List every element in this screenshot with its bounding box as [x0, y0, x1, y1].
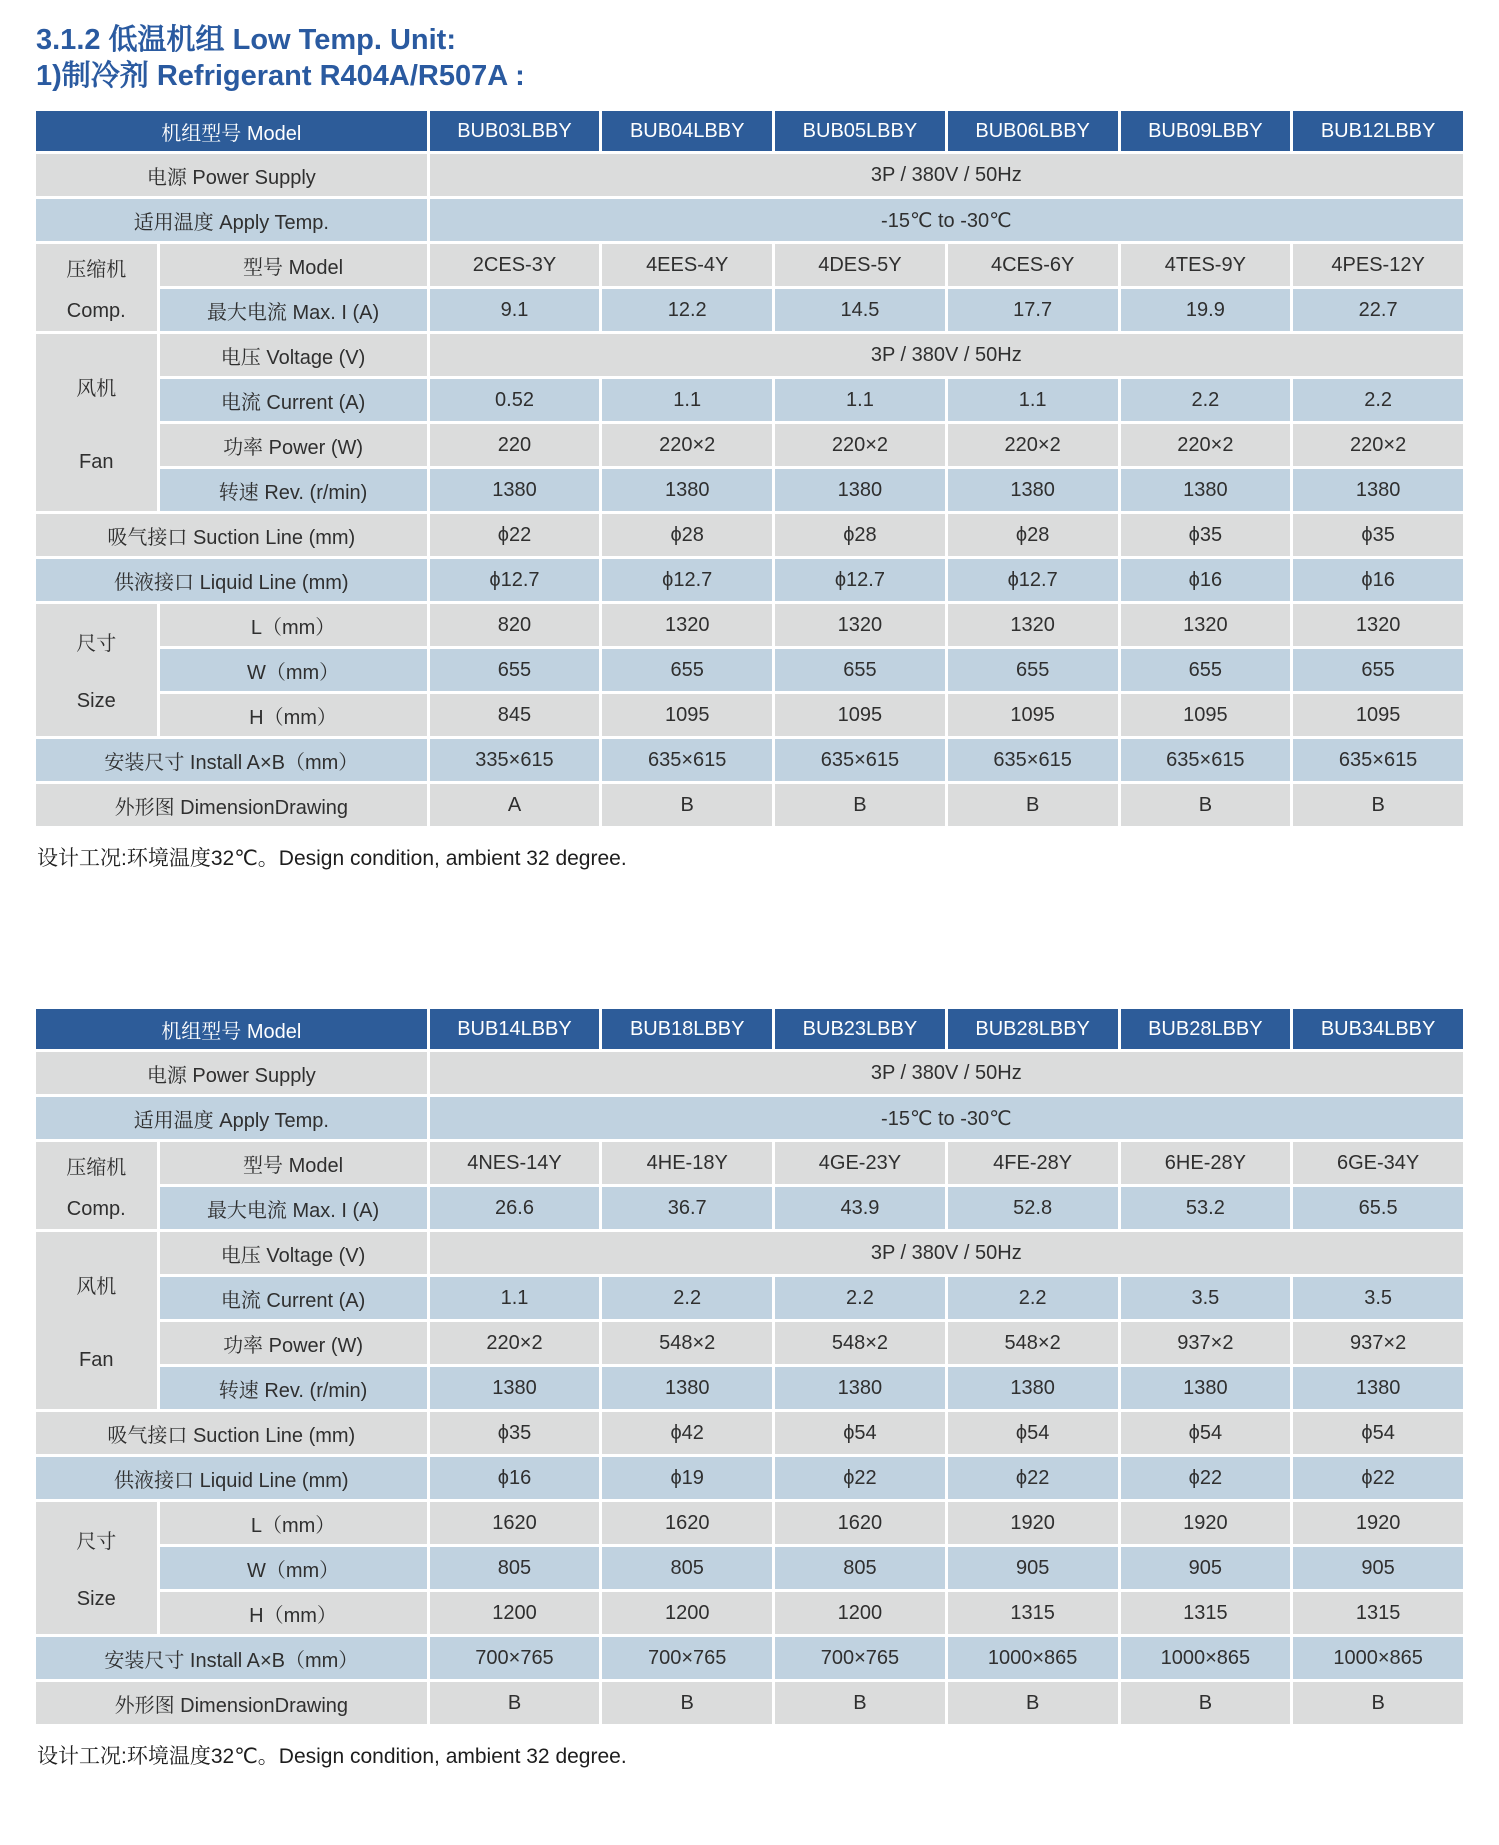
spec-value: 1320: [948, 604, 1118, 646]
spec-row: [36, 1097, 1463, 1139]
spec-row: [36, 1277, 1463, 1319]
row-label: H（mm）: [160, 1592, 427, 1634]
spec-value: 4GE-23Y: [775, 1142, 945, 1184]
spec-value: 220×2: [775, 424, 945, 466]
spec-value: 1380: [602, 469, 772, 511]
table-header-row: [36, 1009, 1463, 1049]
spec-value: 1620: [775, 1502, 945, 1544]
spec-value: 22.7: [1293, 289, 1463, 331]
spec-row: [36, 379, 1463, 421]
spec-row: [36, 1322, 1463, 1364]
spec-value: 1.1: [948, 379, 1118, 421]
spec-value: 805: [602, 1547, 772, 1589]
spec-value-merged: 3P / 380V / 50Hz: [430, 154, 1463, 196]
row-group-label-en: Comp.: [66, 1197, 126, 1220]
spec-row: [36, 784, 1463, 826]
spec-value: 4HE-18Y: [602, 1142, 772, 1184]
spec-value: 4NES-14Y: [430, 1142, 600, 1184]
row-group-label-text: [36, 1525, 157, 1611]
spec-value: 1380: [1293, 469, 1463, 511]
spec-value-merged: -15℃ to -30℃: [430, 199, 1463, 241]
spec-value-merged: 3P / 380V / 50Hz: [430, 334, 1463, 376]
spec-value: 220×2: [948, 424, 1118, 466]
spec-value: ϕ54: [948, 1412, 1118, 1454]
spec-value: 1380: [948, 1367, 1118, 1409]
spec-value: 655: [1121, 649, 1291, 691]
spec-value: ϕ35: [430, 1412, 600, 1454]
spec-row: [36, 199, 1463, 241]
spec-value: A: [430, 784, 600, 826]
row-group-label-zh: 压缩机: [66, 1156, 127, 1179]
spec-value: 220: [430, 424, 600, 466]
spec-value: 655: [602, 649, 772, 691]
row-label: 电压 Voltage (V): [160, 334, 427, 376]
model-column-header: BUB34LBBY: [1293, 1009, 1463, 1049]
spec-value: ϕ35: [1121, 514, 1291, 556]
spec-value: 1320: [1121, 604, 1291, 646]
spec-value: 43.9: [775, 1187, 945, 1229]
spec-value: ϕ12.7: [775, 559, 945, 601]
spec-value: 65.5: [1293, 1187, 1463, 1229]
spec-row: [36, 1547, 1463, 1589]
model-column-header: BUB05LBBY: [775, 111, 945, 151]
spec-value: 1380: [430, 1367, 600, 1409]
spec-value: B: [430, 1682, 600, 1724]
spec-row: [36, 1412, 1463, 1454]
spec-value: 14.5: [775, 289, 945, 331]
spec-value: 548×2: [775, 1322, 945, 1364]
model-column-header: BUB28LBBY: [948, 1009, 1118, 1049]
row-label: 适用温度 Apply Temp.: [36, 199, 427, 241]
spec-value: 3.5: [1121, 1277, 1291, 1319]
row-label: 吸气接口 Suction Line (mm): [36, 514, 427, 556]
spec-value: B: [1293, 784, 1463, 826]
spec-value: 700×765: [775, 1637, 945, 1679]
spec-value: ϕ54: [775, 1412, 945, 1454]
row-group-label-text: [36, 1151, 157, 1221]
spec-value: B: [1293, 1682, 1463, 1724]
spec-value: 905: [1293, 1547, 1463, 1589]
spec-row: [36, 1457, 1463, 1499]
row-label: 供液接口 Liquid Line (mm): [36, 1457, 427, 1499]
row-label: W（mm）: [160, 649, 427, 691]
spec-value: 1200: [430, 1592, 600, 1634]
spec-value: 220×2: [430, 1322, 600, 1364]
model-column-header: BUB06LBBY: [948, 111, 1118, 151]
spec-value: 655: [948, 649, 1118, 691]
row-label: L（mm）: [160, 1502, 427, 1544]
spec-value: 53.2: [1121, 1187, 1291, 1229]
design-condition-note-2: 设计工况:环境温度32℃。Design condition, ambient 32 degree.: [37, 1745, 627, 1768]
spec-value: ϕ22: [948, 1457, 1118, 1499]
row-label: 电流 Current (A): [160, 379, 427, 421]
spec-value: B: [602, 1682, 772, 1724]
row-label: 外形图 DimensionDrawing: [36, 784, 427, 826]
row-label: H（mm）: [160, 694, 427, 736]
spec-value: 220×2: [1121, 424, 1291, 466]
row-label: 供液接口 Liquid Line (mm): [36, 559, 427, 601]
spec-row: [36, 1592, 1463, 1634]
model-column-header: BUB12LBBY: [1293, 111, 1463, 151]
spec-section-1: [36, 108, 1463, 873]
spec-row: [36, 244, 1463, 286]
spec-value: 2.2: [1121, 379, 1291, 421]
row-label: 型号 Model: [160, 1142, 427, 1184]
model-column-header: BUB14LBBY: [430, 1009, 600, 1049]
spec-value: ϕ42: [602, 1412, 772, 1454]
spec-value: ϕ35: [1293, 514, 1463, 556]
spec-value: ϕ16: [1293, 559, 1463, 601]
spec-row: [36, 1682, 1463, 1724]
row-group-label: [36, 334, 157, 511]
model-column-header: BUB09LBBY: [1121, 111, 1291, 151]
row-label: 转速 Rev. (r/min): [160, 469, 427, 511]
row-label: 安装尺寸 Install A×B（mm）: [36, 1637, 427, 1679]
spec-value-merged: 3P / 380V / 50Hz: [430, 1232, 1463, 1274]
spec-value: 635×615: [1293, 739, 1463, 781]
spec-value: 19.9: [1121, 289, 1291, 331]
spec-value: 700×765: [602, 1637, 772, 1679]
spec-value: 655: [430, 649, 600, 691]
section-title: 3.1.2 低温机组 Low Temp. Unit:: [36, 24, 456, 56]
spec-value: 2.2: [948, 1277, 1118, 1319]
row-label: L（mm）: [160, 604, 427, 646]
spec-value: ϕ28: [602, 514, 772, 556]
spec-value: 1380: [775, 1367, 945, 1409]
row-group-label-zh: 压缩机: [66, 258, 127, 281]
spec-value: 2.2: [602, 1277, 772, 1319]
spec-value: 1380: [1293, 1367, 1463, 1409]
spec-value: 1000×865: [1293, 1637, 1463, 1679]
spec-row: [36, 1502, 1463, 1544]
row-group-label-zh: 尺寸: [76, 633, 117, 655]
spec-section-2: [36, 1006, 1463, 1771]
spec-value: 12.2: [602, 289, 772, 331]
row-group-label-en: Size: [76, 690, 116, 712]
row-group-label-text: [36, 1270, 157, 1372]
spec-value: 1380: [1121, 469, 1291, 511]
spec-value: B: [1121, 784, 1291, 826]
spec-value: 6GE-34Y: [1293, 1142, 1463, 1184]
spec-value: 805: [430, 1547, 600, 1589]
spec-value: B: [775, 1682, 945, 1724]
spec-value: 937×2: [1121, 1322, 1291, 1364]
spec-value: 1095: [602, 694, 772, 736]
row-group-label-zh: 尺寸: [76, 1531, 117, 1553]
spec-value: 820: [430, 604, 600, 646]
spec-value: ϕ22: [430, 514, 600, 556]
row-label: 功率 Power (W): [160, 424, 427, 466]
spec-value: ϕ12.7: [948, 559, 1118, 601]
spec-value: 17.7: [948, 289, 1118, 331]
spec-value: 335×615: [430, 739, 600, 781]
row-group-label-en: Size: [76, 1588, 116, 1610]
spec-value: 1920: [948, 1502, 1118, 1544]
spec-value: ϕ28: [775, 514, 945, 556]
spec-value: 1320: [602, 604, 772, 646]
spec-value: 26.6: [430, 1187, 600, 1229]
spec-value: 1380: [948, 469, 1118, 511]
spec-value: 1.1: [775, 379, 945, 421]
row-group-label: [36, 1502, 157, 1634]
table-header-label: 机组型号 Model: [36, 111, 427, 151]
spec-value-merged: -15℃ to -30℃: [430, 1097, 1463, 1139]
model-column-header: BUB18LBBY: [602, 1009, 772, 1049]
spec-value: ϕ19: [602, 1457, 772, 1499]
spec-value: 805: [775, 1547, 945, 1589]
row-label: 安装尺寸 Install A×B（mm）: [36, 739, 427, 781]
spec-value: 4TES-9Y: [1121, 244, 1291, 286]
spec-value: 3.5: [1293, 1277, 1463, 1319]
spec-value: 6HE-28Y: [1121, 1142, 1291, 1184]
spec-row: [36, 739, 1463, 781]
spec-value: 635×615: [1121, 739, 1291, 781]
spec-value: 1095: [1293, 694, 1463, 736]
spec-value: 1200: [602, 1592, 772, 1634]
spec-value: 1000×865: [1121, 1637, 1291, 1679]
spec-value: ϕ22: [775, 1457, 945, 1499]
row-label: 最大电流 Max. I (A): [160, 289, 427, 331]
row-group-label-text: [36, 372, 157, 474]
row-label: 电流 Current (A): [160, 1277, 427, 1319]
spec-value: 1620: [430, 1502, 600, 1544]
spec-row: [36, 1142, 1463, 1184]
spec-value: 1.1: [430, 1277, 600, 1319]
row-label: 电压 Voltage (V): [160, 1232, 427, 1274]
spec-value: 700×765: [430, 1637, 600, 1679]
spec-row: [36, 154, 1463, 196]
spec-row: [36, 334, 1463, 376]
row-label: 电源 Power Supply: [36, 154, 427, 196]
spec-value: 4PES-12Y: [1293, 244, 1463, 286]
spec-value: 2.2: [1293, 379, 1463, 421]
spec-value: ϕ12.7: [602, 559, 772, 601]
model-column-header: BUB04LBBY: [602, 111, 772, 151]
spec-value: ϕ16: [430, 1457, 600, 1499]
spec-value: 1315: [1293, 1592, 1463, 1634]
spec-value: 1000×865: [948, 1637, 1118, 1679]
spec-value: B: [602, 784, 772, 826]
row-group-label: [36, 244, 157, 331]
spec-value: B: [948, 1682, 1118, 1724]
spec-row: [36, 469, 1463, 511]
spec-value: 937×2: [1293, 1322, 1463, 1364]
spec-value: ϕ22: [1293, 1457, 1463, 1499]
spec-value: 52.8: [948, 1187, 1118, 1229]
spec-value: 655: [775, 649, 945, 691]
spec-value: 1200: [775, 1592, 945, 1634]
model-column-header: BUB28LBBY: [1121, 1009, 1291, 1049]
spec-value: ϕ28: [948, 514, 1118, 556]
spec-value: 548×2: [948, 1322, 1118, 1364]
spec-value: 0.52: [430, 379, 600, 421]
row-label: 吸气接口 Suction Line (mm): [36, 1412, 427, 1454]
spec-value: B: [1121, 1682, 1291, 1724]
spec-value: 4FE-28Y: [948, 1142, 1118, 1184]
row-group-label-text: [36, 627, 157, 713]
row-group-label: [36, 1232, 157, 1409]
spec-value-merged: 3P / 380V / 50Hz: [430, 1052, 1463, 1094]
row-group-label-en: Comp.: [66, 299, 126, 322]
model-column-header: BUB03LBBY: [430, 111, 600, 151]
spec-value: ϕ54: [1293, 1412, 1463, 1454]
spec-row: [36, 1367, 1463, 1409]
row-label: 外形图 DimensionDrawing: [36, 1682, 427, 1724]
spec-row: [36, 1232, 1463, 1274]
row-label: 转速 Rev. (r/min): [160, 1367, 427, 1409]
spec-value: B: [775, 784, 945, 826]
spec-value: 1380: [602, 1367, 772, 1409]
spec-row: [36, 1052, 1463, 1094]
section-subtitle: 1)制冷剂 Refrigerant R404A/R507A :: [36, 60, 525, 92]
row-label: W（mm）: [160, 1547, 427, 1589]
spec-value: 2.2: [775, 1277, 945, 1319]
table-header-row: [36, 111, 1463, 151]
design-condition-note-1: 设计工况:环境温度32℃。Design condition, ambient 32 degree.: [37, 847, 627, 870]
spec-value: 905: [1121, 1547, 1291, 1589]
spec-value: 635×615: [948, 739, 1118, 781]
row-label: 适用温度 Apply Temp.: [36, 1097, 427, 1139]
spec-value: 548×2: [602, 1322, 772, 1364]
model-column-header: BUB23LBBY: [775, 1009, 945, 1049]
spec-value: 845: [430, 694, 600, 736]
spec-table-low-temp-1: [33, 108, 1466, 829]
spec-value: 9.1: [430, 289, 600, 331]
spec-row: [36, 1187, 1463, 1229]
spec-value: 1620: [602, 1502, 772, 1544]
row-group-label-zh: 风机: [76, 1275, 117, 1298]
spec-value: 1920: [1121, 1502, 1291, 1544]
row-group-label-en: Fan: [79, 450, 114, 473]
spec-row: [36, 649, 1463, 691]
spec-value: ϕ16: [1121, 559, 1291, 601]
row-group-label: [36, 1142, 157, 1229]
spec-value: 1380: [1121, 1367, 1291, 1409]
spec-value: 220×2: [1293, 424, 1463, 466]
spec-value: ϕ12.7: [430, 559, 600, 601]
row-group-label-text: [36, 253, 157, 323]
spec-value: 1315: [948, 1592, 1118, 1634]
section-title-block: [36, 22, 1463, 94]
row-group-label: [36, 604, 157, 736]
spec-row: [36, 424, 1463, 466]
spec-value: 1380: [430, 469, 600, 511]
row-group-label-zh: 风机: [76, 377, 117, 400]
spec-row: [36, 1637, 1463, 1679]
row-label: 型号 Model: [160, 244, 427, 286]
spec-row: [36, 694, 1463, 736]
spec-row: [36, 604, 1463, 646]
table-header-label: 机组型号 Model: [36, 1009, 427, 1049]
spec-value: 905: [948, 1547, 1118, 1589]
spec-value: ϕ54: [1121, 1412, 1291, 1454]
spec-value: 1920: [1293, 1502, 1463, 1544]
spec-value: 1320: [775, 604, 945, 646]
spec-value: 2CES-3Y: [430, 244, 600, 286]
spec-value: 1095: [775, 694, 945, 736]
spec-value: 1320: [1293, 604, 1463, 646]
spec-value: ϕ22: [1121, 1457, 1291, 1499]
spec-value: 4EES-4Y: [602, 244, 772, 286]
spec-value: 4DES-5Y: [775, 244, 945, 286]
spec-value: 220×2: [602, 424, 772, 466]
spec-value: 1.1: [602, 379, 772, 421]
row-label: 最大电流 Max. I (A): [160, 1187, 427, 1229]
spec-value: 635×615: [775, 739, 945, 781]
spec-row: [36, 289, 1463, 331]
spec-value: 1095: [948, 694, 1118, 736]
row-label: 电源 Power Supply: [36, 1052, 427, 1094]
spec-value: 655: [1293, 649, 1463, 691]
spec-value: 1380: [775, 469, 945, 511]
spec-value: 1315: [1121, 1592, 1291, 1634]
spec-row: [36, 514, 1463, 556]
spec-value: 4CES-6Y: [948, 244, 1118, 286]
spec-value: 1095: [1121, 694, 1291, 736]
spec-value: 36.7: [602, 1187, 772, 1229]
spec-row: [36, 559, 1463, 601]
spec-value: 635×615: [602, 739, 772, 781]
spec-value: B: [948, 784, 1118, 826]
row-label: 功率 Power (W): [160, 1322, 427, 1364]
row-group-label-en: Fan: [79, 1348, 114, 1371]
spec-table-low-temp-2: [33, 1006, 1466, 1727]
